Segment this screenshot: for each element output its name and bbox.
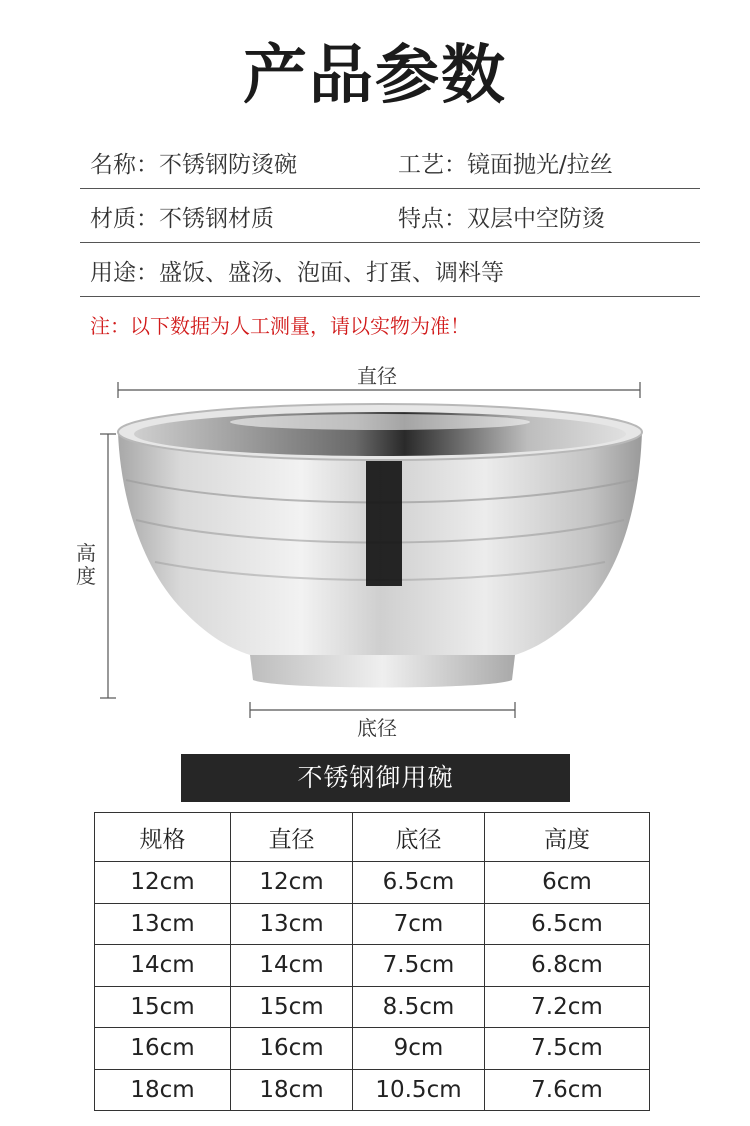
spec-name: 名称：不锈钢防烫碗 (90, 152, 297, 178)
cell-size: 12cm (95, 862, 231, 904)
header-diameter: 直径 (231, 813, 353, 862)
page-title: 产品参数 (243, 39, 507, 113)
cell-height: 6cm (485, 862, 650, 904)
table-row (95, 903, 650, 945)
cell-base: 7cm (353, 903, 485, 945)
diameter-label: 直径 (357, 364, 397, 388)
header-size: 规格 (95, 813, 231, 862)
bowl-illustration (60, 350, 700, 750)
spec-row-usage (80, 242, 700, 297)
cell-diameter: 16cm (231, 1028, 353, 1070)
cell-diameter: 13cm (231, 903, 353, 945)
base-label: 底径 (357, 716, 397, 740)
table-row (95, 986, 650, 1028)
header-height: 高度 (485, 813, 650, 862)
table-row (95, 945, 650, 987)
cell-base: 9cm (353, 1028, 485, 1070)
table-row (95, 862, 650, 904)
height-label: 高度 (76, 541, 96, 588)
bowl-figure (60, 350, 700, 750)
cell-size: 15cm (95, 986, 231, 1028)
spec-row-name (80, 134, 700, 189)
cell-diameter: 18cm (231, 1069, 353, 1111)
cell-base: 7.5cm (353, 945, 485, 987)
cell-height: 7.6cm (485, 1069, 650, 1111)
size-table (94, 812, 650, 1111)
table-row (95, 1028, 650, 1070)
table-header-row (95, 813, 650, 862)
cell-height: 7.5cm (485, 1028, 650, 1070)
cell-height: 6.5cm (485, 903, 650, 945)
header-base: 底径 (353, 813, 485, 862)
spec-row-material (80, 188, 700, 243)
product-banner: 不锈钢御用碗 (181, 754, 570, 802)
cell-size: 14cm (95, 945, 231, 987)
measurement-note: 注：以下数据为人工测量，请以实物为准！ (90, 314, 470, 338)
table-row (95, 1069, 650, 1111)
cell-base: 6.5cm (353, 862, 485, 904)
cell-base: 10.5cm (353, 1069, 485, 1111)
cell-base: 8.5cm (353, 986, 485, 1028)
spec-feature: 特点：双层中空防烫 (398, 206, 605, 232)
cell-diameter: 14cm (231, 945, 353, 987)
cell-height: 7.2cm (485, 986, 650, 1028)
spec-material: 材质：不锈钢材质 (90, 206, 274, 232)
cell-diameter: 12cm (231, 862, 353, 904)
bowl-foot (250, 655, 515, 688)
cell-size: 16cm (95, 1028, 231, 1070)
cell-diameter: 15cm (231, 986, 353, 1028)
cell-size: 13cm (95, 903, 231, 945)
cell-size: 18cm (95, 1069, 231, 1111)
cell-height: 6.8cm (485, 945, 650, 987)
spec-craft: 工艺：镜面抛光/拉丝 (398, 152, 613, 178)
spec-usage: 用途：盛饭、盛汤、泡面、打蛋、调料等 (90, 260, 504, 286)
